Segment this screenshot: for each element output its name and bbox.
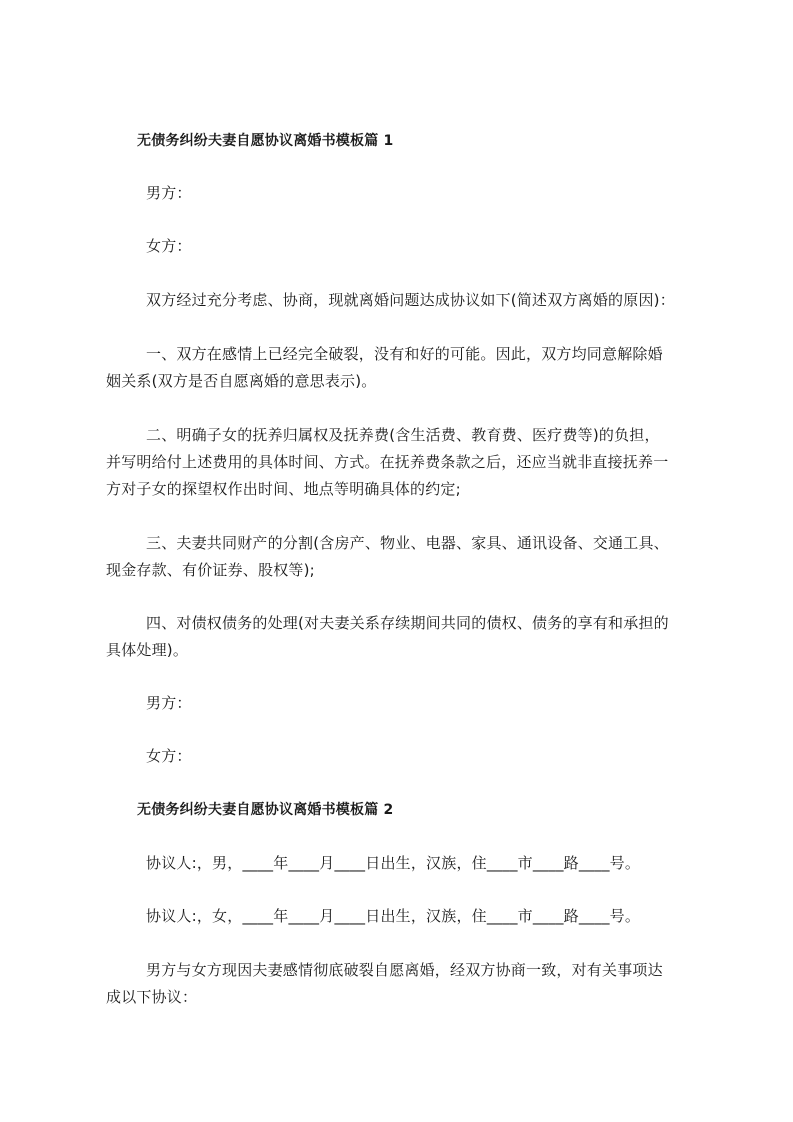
woman-label: 女方：: [146, 237, 192, 255]
section2-intro-line2: 成以下协议：: [106, 988, 198, 1006]
man-label: 男方：: [146, 184, 192, 202]
party2-line: 协议人:，女，____年____月____日出生，汉族，住____市____路____号。: [146, 907, 641, 925]
item2-line1: 二、明确子女的抚养归属权及抚养费(含生活费、教育费、医疗费等)的负担，: [146, 426, 660, 444]
item4-line1: 四、对债权债务的处理(对夫妻关系存续期间共同的债权、债务的享有和承担的: [146, 614, 669, 632]
man-signature-label: 男方：: [146, 694, 192, 712]
section2-intro-line1: 男方与女方现因夫妻感情彻底破裂自愿离婚，经双方协商一致，对有关事项达: [146, 961, 663, 979]
party1-line: 协议人:，男，____年____月____日出生，汉族，住____市____路____号。: [146, 854, 641, 872]
section1-title: 无债务纠纷夫妻自愿协议离婚书模板篇 1: [137, 133, 394, 149]
item1-line1: 一、双方在感情上已经完全破裂，没有和好的可能。因此，双方均同意解除婚: [146, 345, 663, 363]
item3-line1: 三、夫妻共同财产的分割(含房产、物业、电器、家具、通讯设备、交通工具、: [146, 534, 669, 552]
item2-line2: 并写明给付上述费用的具体时间、方式。在抚养费条款之后，还应当就非直接抚养一: [106, 453, 669, 471]
item2-line3: 方对子女的探望权作出时间、地点等明确具体的约定;: [106, 480, 461, 498]
item3-line2: 现金存款、有价证券、股权等);: [106, 561, 315, 579]
item1-line2: 姻关系(双方是否自愿离婚的意思表示)。: [106, 372, 377, 390]
section2-title: 无债务纠纷夫妻自愿协议离婚书模板篇 2: [137, 802, 394, 818]
woman-signature-label: 女方：: [146, 747, 192, 765]
intro-text: 双方经过充分考虑、协商，现就离婚问题达成协议如下(简述双方离婚的原因)：: [146, 291, 675, 309]
item4-line2: 具体处理)。: [106, 641, 189, 659]
